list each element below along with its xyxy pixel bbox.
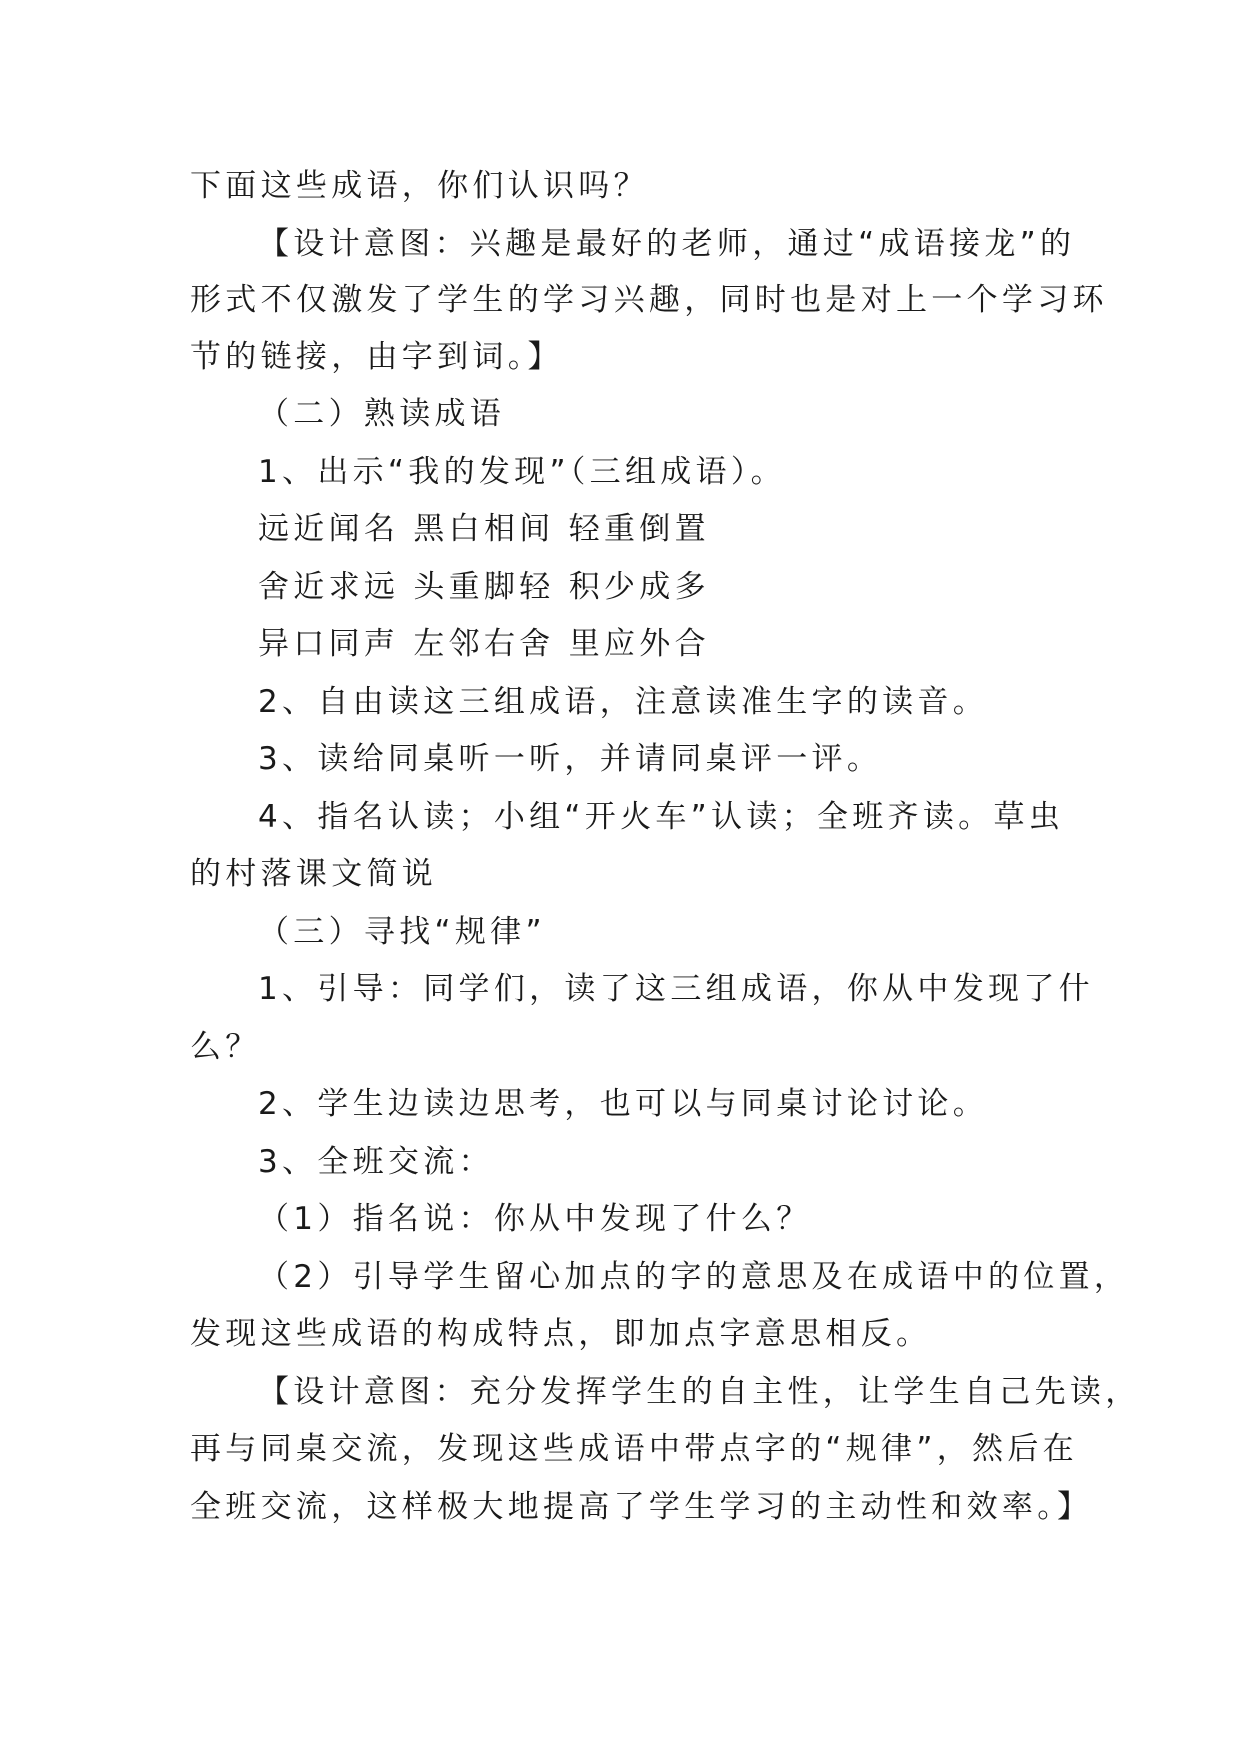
text-line-2: 【设计意图：兴趣是最好的老师，通过“成语接龙”的: [258, 226, 1076, 262]
idiom-row-3: 异口同声 左邻右舍 里应外合: [258, 626, 710, 662]
text-line-17: 2、学生边读边思考，也可以与同桌讨论讨论。: [258, 1086, 989, 1122]
text-line-3: 形式不仅激发了学生的学习兴趣，同时也是对上一个学习环: [190, 282, 1108, 318]
idiom-row-2: 舍近求远 头重脚轻 积少成多: [258, 569, 710, 605]
text-line-18: 3、全班交流：: [258, 1144, 494, 1180]
text-line-20: （2）引导学生留心加点的字的意思及在成语中的位置，: [258, 1259, 1130, 1295]
text-line-10: 2、自由读这三组成语，注意读准生字的读音。: [258, 684, 989, 720]
text-line-23: 再与同桌交流，发现这些成语中带点字的“规律”，然后在: [190, 1431, 1078, 1467]
idiom-row-1: 远近闻名 黑白相间 轻重倒置: [258, 511, 710, 547]
text-line-21: 发现这些成语的构成特点，即加点字意思相反。: [190, 1316, 932, 1352]
text-line-6: 1、出示“我的发现”（三组成语）。: [258, 454, 786, 490]
text-line-12: 4、指名认读；小组“开火车”认读；全班齐读。草虫: [258, 799, 1065, 835]
text-line-4: 节的链接，由字到词。】: [190, 339, 563, 375]
section-heading-2: （二）熟读成语: [258, 396, 506, 432]
text-line-19: （1）指名说：你从中发现了什么？: [258, 1201, 812, 1237]
text-line-1: 下面这些成语，你们认识吗？: [190, 168, 649, 204]
section-heading-3: （三）寻找“规律”: [258, 914, 546, 950]
text-line-24: 全班交流，这样极大地提高了学生学习的主动性和效率。】: [190, 1489, 1093, 1525]
text-line-22: 【设计意图：充分发挥学生的自主性，让学生自己先读，: [258, 1374, 1141, 1410]
text-line-16: 么？: [190, 1029, 261, 1065]
text-line-13: 的村落课文简说: [190, 856, 438, 892]
text-line-11: 3、读给同桌听一听，并请同桌评一评。: [258, 741, 883, 777]
text-line-15: 1、引导：同学们，读了这三组成语，你从中发现了什: [258, 971, 1094, 1007]
